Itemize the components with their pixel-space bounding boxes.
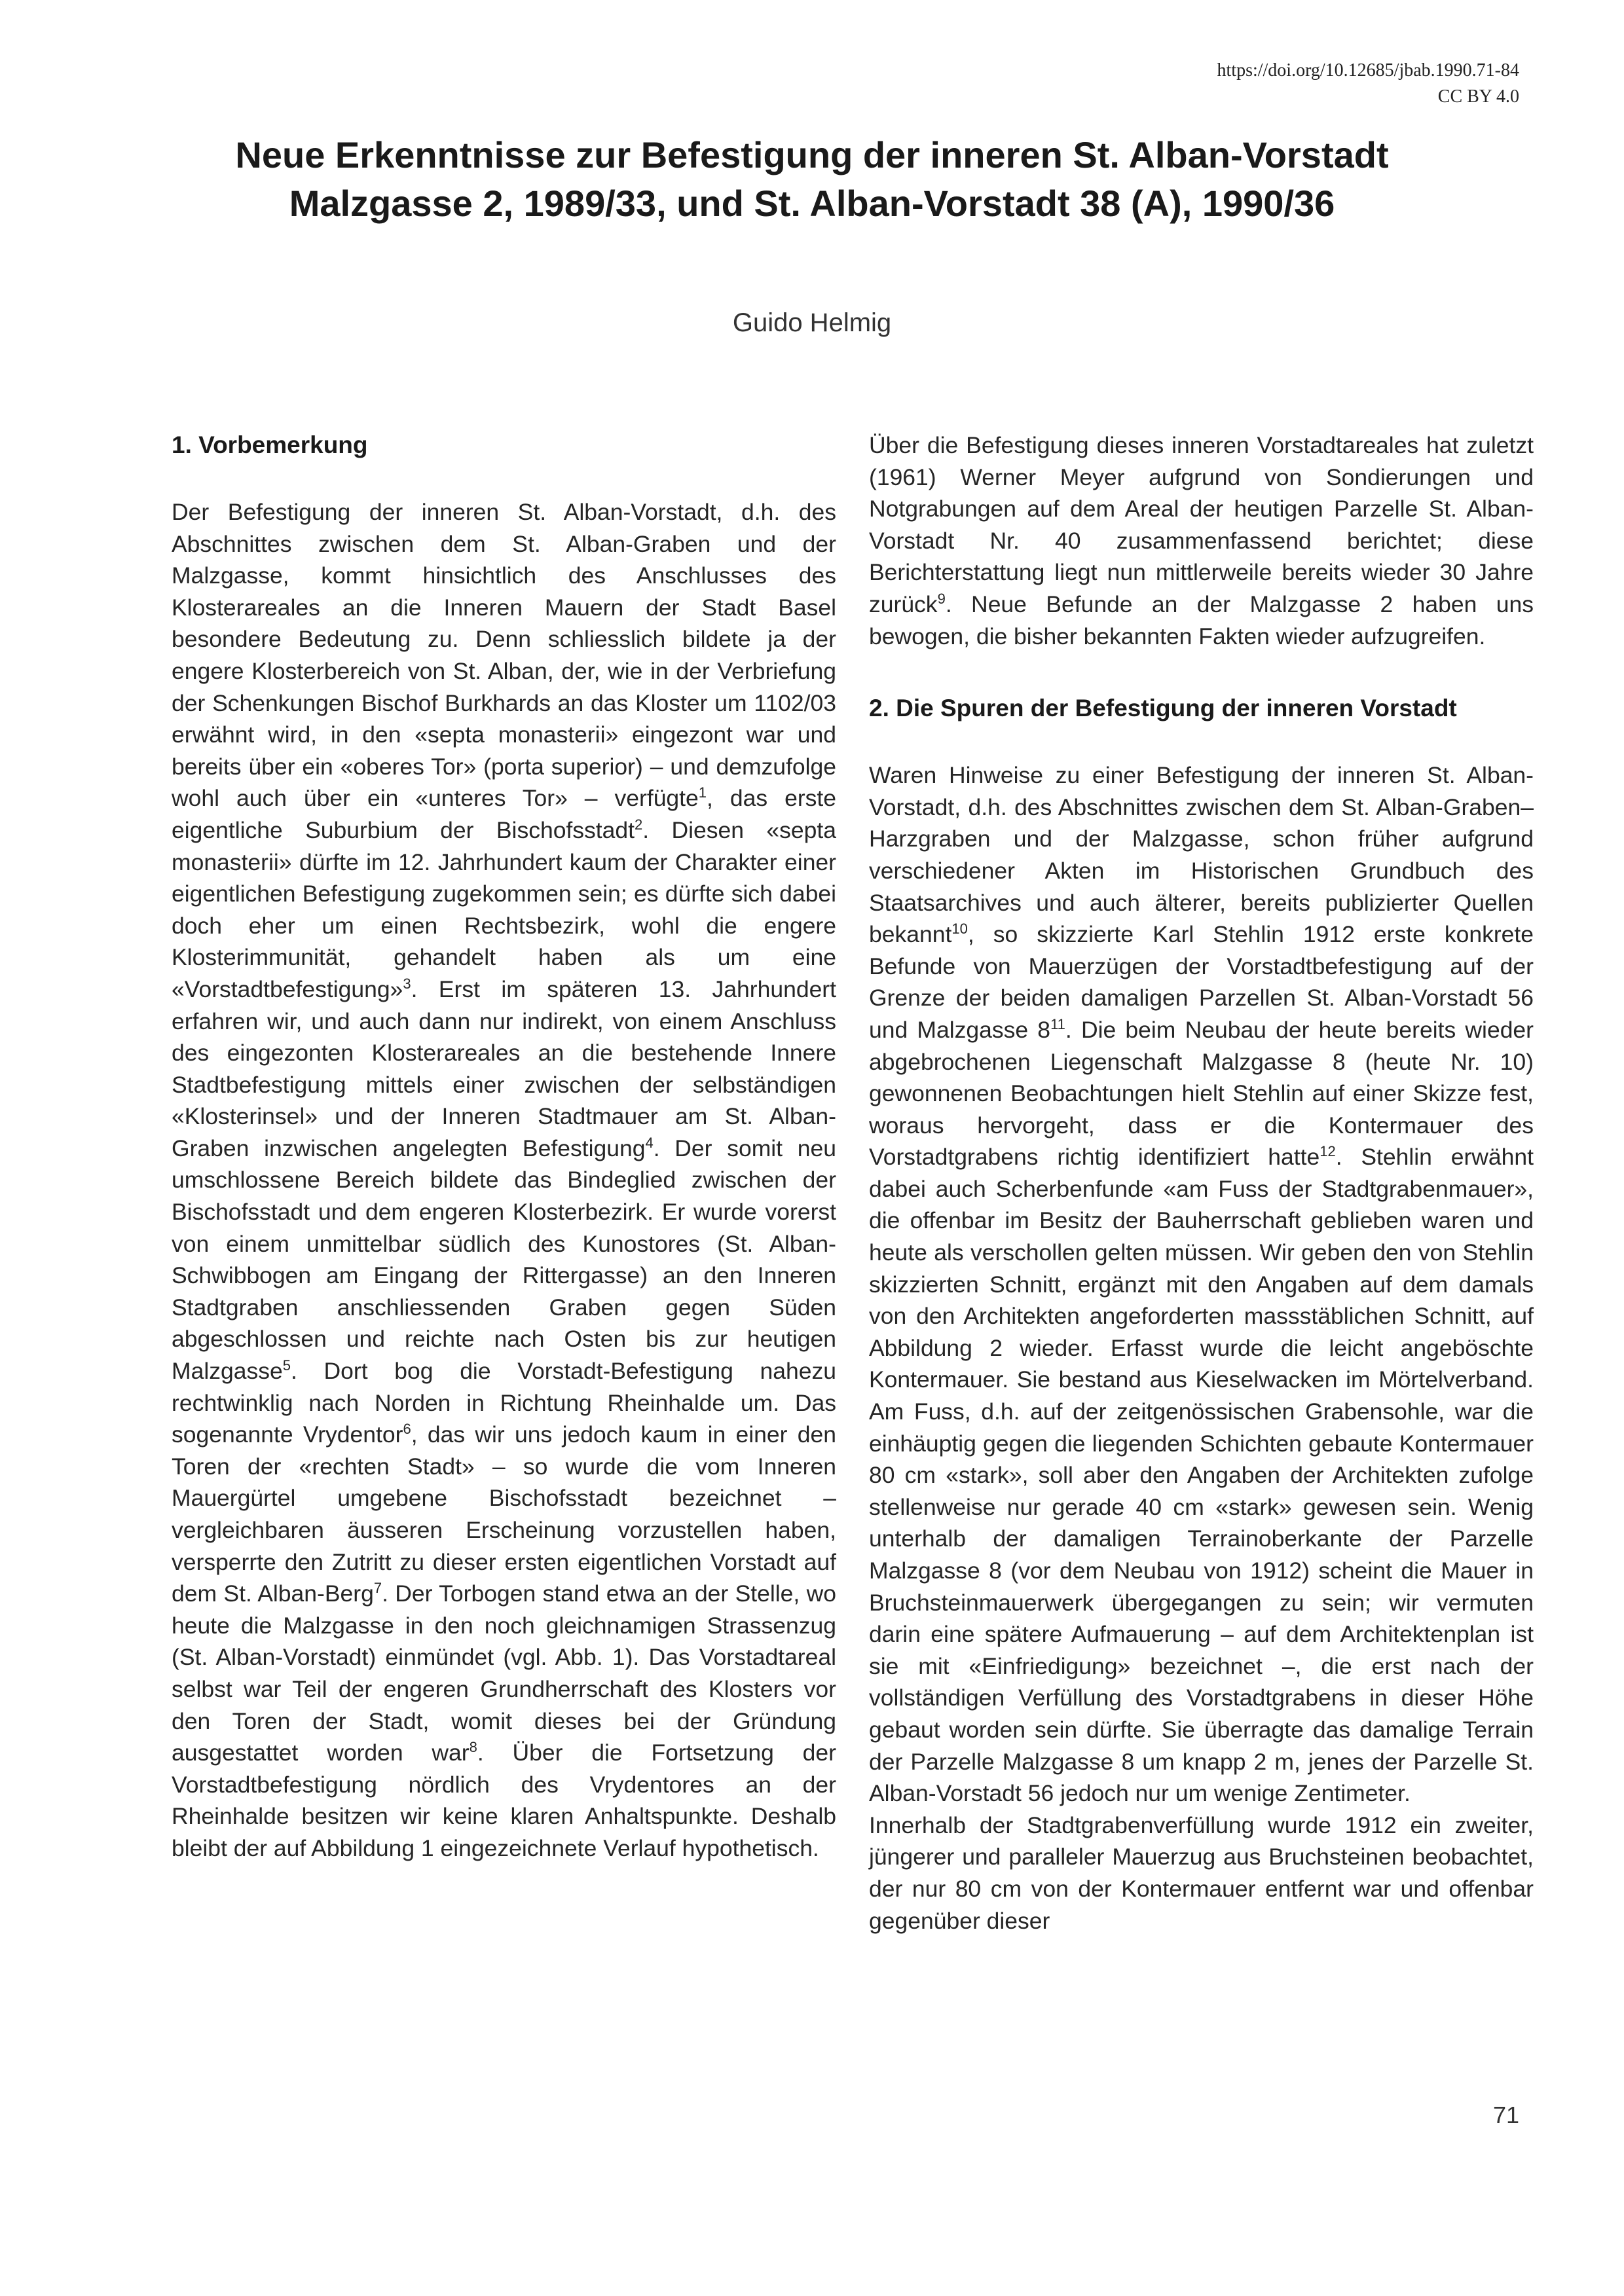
footnote-ref-1: 1	[698, 784, 707, 801]
footnote-ref-4: 4	[645, 1135, 654, 1152]
article-title	[0, 131, 1624, 228]
doi-link[interactable]: https://doi.org/10.12685/jbab.1990.71-84	[1217, 60, 1519, 81]
right-column	[869, 429, 1534, 1937]
paragraph-vorbemerkung-1: Der Befestigung der inneren St. Alban-Vorstadt, d.h. des Abschnittes zwischen dem St. Alban-Graben und der Malzgasse, kommt hinsichtlich des Anschlusses des Klosterareales an die Inneren Mauern der Stadt Basel besondere Bedeutung zu. Denn schliesslich bildete ja der engere Klosterbereich von St. Alban, der, wie in der Verbriefung der Schenkungen Bischof Burkhards an das Kloster um 1102/03 erwähnt wird, in den «septa monasterii» eingezont war und bereits über ein «oberes Tor» (porta superior) – und demzufolge wohl auch über ein «unteres Tor» – verfügte$^1$, das erste eigentliche Suburbium der Bischofsstadt$^2$. Diesen «septa monasterii» dürfte im 12. Jahrhundert kaum der Charakter einer eigentlichen Befestigung zugekommen sein; es dürfte sich dabei doch eher um einen Rechtsbezirk, wohl die engere Klosterimmunität, gehandelt haben als um eine «Vorstadtbefestigung»$^3$. Erst im späteren 13. Jahrhundert erfahren wir, und auch dann nur indirekt, von einem Anschluss des eingezonten Klosterareales an die bestehende Innere Stadtbefestigung mittels einer zwischen der selbständigen «Klosterinsel» und der Inneren Stadtmauer am St. Alban-Graben inzwischen angelegten Befestigung$^4$. Der somit neu umschlossene Bereich bildete das Bindeglied zwischen der Bischofsstadt und dem engeren Klosterbezirk. Er wurde vorerst von einem unmittelbar südlich des Kunostores (St. Alban-Schwibbogen am Eingang der Rittergasse) an den Inneren Stadtgraben anschliessenden Graben gegen Süden abgeschlossen und reichte nach Osten bis zur heutigen Malzgasse$^5$. Dort bog die Vorstadt-Befestigung nahezu rechtwinklig nach Norden in Richtung Rheinhalde um. Das sogenannte Vrydentor$^6$, das wir uns jedoch kaum in einer den Toren der «rechten Stadt» – so wurde die vom Inneren Mauergürtel umgebene Bischofsstadt bezeichnet – vergleichbaren äusseren Erscheinung vorzustellen haben, versperrte den Zutritt zu dieser ersten eigentlichen Vorstadt auf dem St. Alban-Berg$^7$. Der Torbogen stand etwa an der Stelle, wo heute die Malzgasse in den noch gleichnamigen Strassenzug (St. Alban-Vorstadt) einmündet (vgl. Abb. 1). Das Vorstadtareal selbst war Teil der engeren Grundherrschaft des Klosters vor den Toren der Stadt, womit dieses bei der Gründung ausgestattet worden war$^8$. Über die Fortsetzung der Vorstadtbefestigung nördlich des Vrydentores an der Rheinhalde besitzen wir keine klaren Anhaltspunkte. Deshalb bleibt der auf Abbildung 1 eingezeichnete Verlauf hypothetisch.	[172, 499, 837, 1861]
license-label: CC BY 4.0	[1437, 86, 1519, 107]
footnote-ref-9: 9	[937, 591, 946, 608]
footnote-ref-12: 12	[1320, 1143, 1336, 1160]
footnote-ref-10: 10	[951, 920, 968, 938]
paragraph-vorbemerkung-2: Über die Befestigung dieses inneren Vorstadtareales hat zuletzt (1961) Werner Meyer aufgrund von Sondierungen und Notgrabungen auf dem Areal der heutigen Parzelle St. Alban-Vorstadt Nr. 40 zusammenfassend berichtet; diese Berichterstattung liegt nun mittlerweile bereits wieder 30 Jahre zurück$^9$. Neue Befunde an der Malzgasse 2 haben uns bewogen, die bisher bekannten Fakten wieder aufzugreifen.	[869, 432, 1534, 649]
section-heading-spuren: 2. Die Spuren der Befestigung der inneren Vorstadt	[869, 695, 1457, 722]
footnote-ref-2: 2	[635, 816, 643, 833]
doi-block	[1217, 58, 1519, 110]
author-name: Guido Helmig	[732, 308, 892, 337]
left-column	[172, 429, 836, 1865]
title-line-1: Neue Erkenntnisse zur Befestigung der inneren St. Alban-Vorstadt	[235, 134, 1389, 175]
paragraph-spuren-2: Innerhalb der Stadtgrabenverfüllung wurde 1912 ein zweiter, jüngerer und paralleler Mauerzug aus Bruchsteinen beobachtet, der nur 80 cm von der Kontermauer entfernt war und offenbar gegenüber dieser	[869, 1812, 1534, 1934]
footnote-ref-8: 8	[469, 1739, 477, 1756]
footnote-ref-6: 6	[403, 1421, 411, 1438]
section-heading-vorbemerkung: 1. Vorbemerkung	[172, 431, 368, 458]
footnote-ref-7: 7	[373, 1580, 382, 1597]
footnote-ref-3: 3	[403, 975, 411, 993]
page-number: 71	[1492, 2102, 1519, 2128]
title-line-2: Malzgasse 2, 1989/33, und St. Alban-Vorstadt 38 (A), 1990/36	[289, 183, 1335, 224]
paragraph-spuren-1: Waren Hinweise zu einer Befestigung der inneren St. Alban-Vorstadt, d.h. des Abschnittes zwischen dem St. Alban-Graben–Harzgraben und der Malzgasse, schon früher aufgrund verschiedener Akten im Historischen Grundbuch des Staatsarchives und auch älterer, bereits publizierter Quellen bekannt$^{10}$, so skizzierte Karl Stehlin 1912 erste konkrete Befunde von Mauerzügen der Vorstadtbefestigung auf der Grenze der beiden damaligen Parzellen St. Alban-Vorstadt 56 und Malzgasse $8^{11}$. Die beim Neubau der heute bereits wieder abgebrochenen Liegenschaft Malzgasse 8 (heute Nr. 10) gewonnenen Beobachtungen hielt Stehlin auf einer Skizze fest, woraus hervorgeht, dass er die Kontermauer des Vorstadtgrabens richtig identifiziert hatte$^{12}$. Stehlin erwähnt dabei auch Scherbenfunde «am Fuss der Stadtgrabenmauer», die offenbar im Besitz der Bauherrschaft geblieben waren und heute als verschollen gelten müssen. Wir geben den von Stehlin skizzierten Schnitt, ergänzt mit den Angaben auf dem damals von den Architekten angeforderten massstäblichen Schnitt, auf Abbildung 2 wieder. Erfasst wurde die leicht angeböschte Kontermauer. Sie bestand aus Kieselwacken im Mörtelverband. Am Fuss, d.h. auf der zeitgenössischen Grabensohle, war die einhäuptig gegen die liegenden Schichten gebaute Kontermauer 80 cm «stark», soll aber den Angaben der Architekten zufolge stellenweise nur gerade 40 cm «stark» gewesen sein. Wenig unterhalb der damaligen Terrainoberkante der Parzelle Malzgasse 8 (vor dem Neubau von 1912) scheint die Mauer in Bruchsteinmauerwerk übergegangen zu sein; wir vermuten darin eine spätere Aufmauerung – auf dem Architektenplan ist sie mit «Einfriedigung» bezeichnet –, die erst nach der vollständigen Verfüllung des Vorstadtgrabens in dieser Höhe gebaut worden sein dürfte. Sie überragte das damalige Terrain der Parzelle Malzgasse 8 um knapp 2 m, jenes der Parzelle St. Alban-Vorstadt 56 jedoch nur um wenige Zentimeter.	[869, 762, 1534, 1807]
footnote-ref-5: 5	[282, 1357, 291, 1374]
footnote-ref-11: 11	[1050, 1016, 1065, 1033]
